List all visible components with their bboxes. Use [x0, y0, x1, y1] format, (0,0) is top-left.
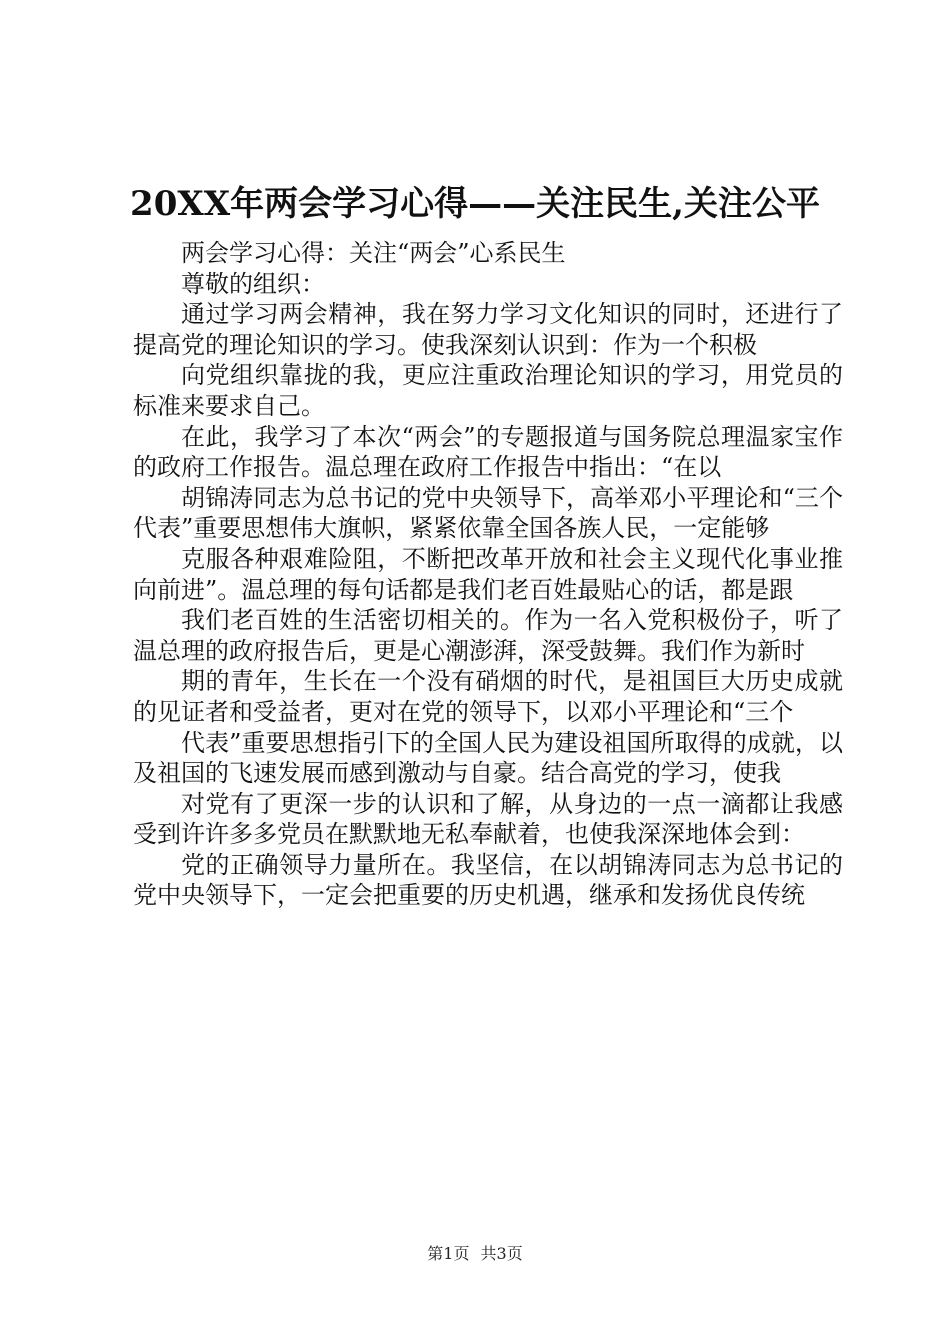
- page-footer: [0, 1243, 950, 1265]
- paragraph: 通过学习两会精神，我在努力学习文化知识的同时，还进行了提高党的理论知识的学习。使我深刻认识到：作为一个积极: [133, 300, 843, 359]
- paragraph: 尊敬的组织：: [181, 269, 325, 298]
- paragraph: 对党有了更深一步的认识和了解，从身边的一点一滴都让我感受到许许多多党员在默默地无私奉献着，也使我深深地体会到：: [133, 789, 843, 849]
- paragraph: 两会学习心得：关注“两会”心系民生: [181, 239, 566, 267]
- paragraph: 在此，我学习了本次“两会”的专题报道与国务院总理温家宝作的政府工作报告。温总理在政府工作报告中指出：“在以: [133, 422, 843, 482]
- paragraph: 我们老百姓的生活密切相关的。作为一名入党积极份子，听了温总理的政府报告后，更是心潮澎湃，深受鼓舞。我们作为新时: [133, 606, 843, 665]
- paragraph: 向党组织靠拢的我，更应注重政治理论知识的学习，用党员的标准来要求自己。: [133, 361, 843, 420]
- page-number: 第1页: [427, 1244, 470, 1263]
- paragraph: 期的青年，生长在一个没有硝烟的时代，是祖国巨大历史成就的见证者和受益者，更对在党的领导下，以邓小平理论和“三个: [133, 667, 843, 726]
- paragraph: 克服各种艰难险阻，不断把改革开放和社会主义现代化事业推向前进”。温总理的每句话都是我们老百姓最贴心的话，都是跟: [133, 544, 843, 604]
- page-total: 共3页: [480, 1244, 523, 1263]
- paragraph: 胡锦涛同志为总书记的党中央领导下，高举邓小平理论和“三个代表”重要思想伟大旗帜，紧紧依靠全国各族人民，一定能够: [133, 483, 843, 543]
- document-body: [133, 238, 843, 911]
- paragraph: 代表”重要思想指引下的全国人民为建设祖国所取得的成就，以及祖国的飞速发展而感到激动与自豪。结合高党的学习，使我: [133, 728, 843, 788]
- paragraph: 党的正确领导力量所在。我坚信，在以胡锦涛同志为总书记的党中央领导下，一定会把重要的历史机遇，继承和发扬优良传统: [133, 850, 843, 910]
- document-title: 20XX年两会学习心得——关注民生,关注公平: [130, 184, 820, 224]
